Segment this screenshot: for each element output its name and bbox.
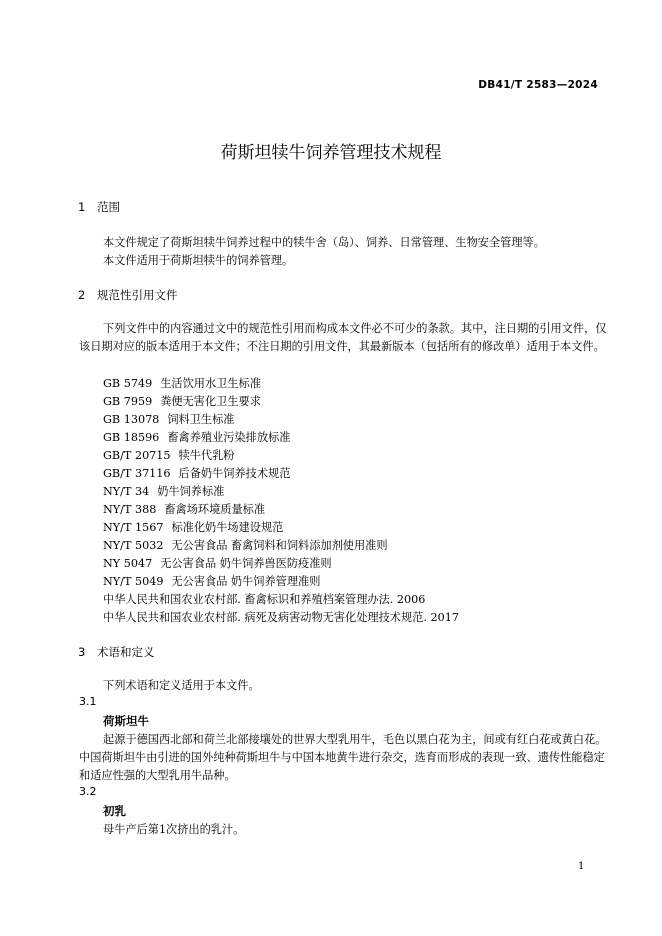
reference-item bbox=[103, 483, 224, 499]
paragraph: 本文件规定了荷斯坦犊牛饲养过程中的犊牛舍（岛）、饲养、日常管理、生物安全管理等。 bbox=[103, 236, 545, 249]
reference-item bbox=[103, 375, 261, 391]
term-number: 3.1 bbox=[79, 695, 97, 708]
section-title: 范围 bbox=[97, 200, 120, 214]
reference-code: GB/T 37116 bbox=[103, 467, 171, 480]
section-number: 3 bbox=[78, 645, 86, 659]
reference-code: GB 13078 bbox=[103, 413, 160, 426]
reference-item bbox=[103, 519, 283, 535]
section-heading bbox=[78, 644, 155, 660]
term-definition: 起源于德国西北部和荷兰北部接壤处的世界大型乳用牛，毛色以黑白花为主，间或有红白花或黄白花。中国荷斯坦牛由引进的国外纯种荷斯坦牛与中国本地黄牛进行杂交，选育而形成的表现一致、遗传性能稳定和适应性强的大型乳用牛品种。 bbox=[79, 733, 607, 782]
reference-code: NY/T 34 bbox=[103, 485, 150, 498]
reference-title: 畜禽养殖业污染排放标准 bbox=[167, 431, 291, 444]
reference-code: GB 18596 bbox=[103, 431, 160, 444]
reference-title: 中华人民共和国农业农村部. 病死及病害动物无害化处理技术规范. 2017 bbox=[103, 611, 459, 624]
reference-item bbox=[103, 429, 290, 445]
reference-item bbox=[103, 411, 234, 427]
reference-code: GB 7959 bbox=[103, 395, 153, 408]
reference-item bbox=[103, 609, 459, 625]
reference-title: 畜禽场环境质量标准 bbox=[164, 503, 266, 516]
reference-item bbox=[103, 555, 332, 571]
reference-title: 后备奶牛饲养技术规范 bbox=[178, 467, 291, 480]
page-number: 1 bbox=[578, 861, 585, 872]
reference-title: 中华人民共和国农业农村部. 畜禽标识和养殖档案管理办法. 2006 bbox=[103, 593, 426, 606]
reference-item bbox=[103, 573, 320, 589]
section-heading bbox=[78, 287, 178, 303]
reference-title: 粪便无害化卫生要求 bbox=[160, 395, 261, 408]
reference-title: 犊牛代乳粉 bbox=[178, 449, 235, 462]
document-code: DB41/T 2583—2024 bbox=[478, 79, 598, 91]
reference-title: 无公害食品 奶牛饲养管理准则 bbox=[171, 575, 321, 588]
term-title: 初乳 bbox=[103, 804, 126, 818]
reference-code: NY/T 5049 bbox=[103, 575, 164, 588]
paragraph: 本文件适用于荷斯坦犊牛的饲养管理。 bbox=[103, 254, 294, 267]
page-title: 荷斯坦犊牛饲养管理技术规程 bbox=[220, 143, 442, 163]
reference-code: GB/T 20715 bbox=[103, 449, 171, 462]
section-title: 术语和定义 bbox=[97, 645, 155, 659]
reference-code: GB 5749 bbox=[103, 377, 153, 390]
section-number: 2 bbox=[78, 288, 86, 302]
paragraph: 下列文件中的内容通过文中的规范性引用而构成本文件必不可少的条款。其中，注日期的引用文件，仅该日期对应的版本适用于本文件；不注日期的引用文件，其最新版本（包括所有的修改单）适用于本文件。 bbox=[79, 322, 607, 353]
reference-item bbox=[103, 447, 235, 463]
reference-item bbox=[103, 537, 388, 553]
section-title: 规范性引用文件 bbox=[97, 288, 178, 302]
reference-code: NY 5047 bbox=[103, 557, 153, 570]
reference-title: 标准化奶牛场建设规范 bbox=[171, 521, 284, 534]
reference-title: 生活饮用水卫生标准 bbox=[160, 377, 261, 390]
term-definition: 母牛产后第1次挤出的乳汁。 bbox=[103, 823, 245, 836]
reference-title: 无公害食品 畜禽饲料和饲料添加剂使用准则 bbox=[171, 539, 388, 552]
reference-title: 奶牛饲养标准 bbox=[157, 485, 225, 498]
reference-title: 饲料卫生标准 bbox=[167, 413, 235, 426]
reference-code: NY/T 388 bbox=[103, 503, 157, 516]
reference-item bbox=[103, 465, 290, 481]
reference-code: NY/T 5032 bbox=[103, 539, 164, 552]
reference-item bbox=[103, 393, 261, 409]
reference-title: 无公害食品 奶牛饲养兽医防疫准则 bbox=[160, 557, 332, 570]
reference-code: NY/T 1567 bbox=[103, 521, 164, 534]
section-heading bbox=[78, 199, 120, 215]
reference-item bbox=[103, 501, 265, 517]
term-number: 3.2 bbox=[79, 785, 97, 798]
section-number: 1 bbox=[78, 200, 86, 214]
reference-item bbox=[103, 591, 425, 607]
paragraph: 下列术语和定义适用于本文件。 bbox=[103, 679, 260, 692]
term-title: 荷斯坦牛 bbox=[103, 714, 149, 728]
